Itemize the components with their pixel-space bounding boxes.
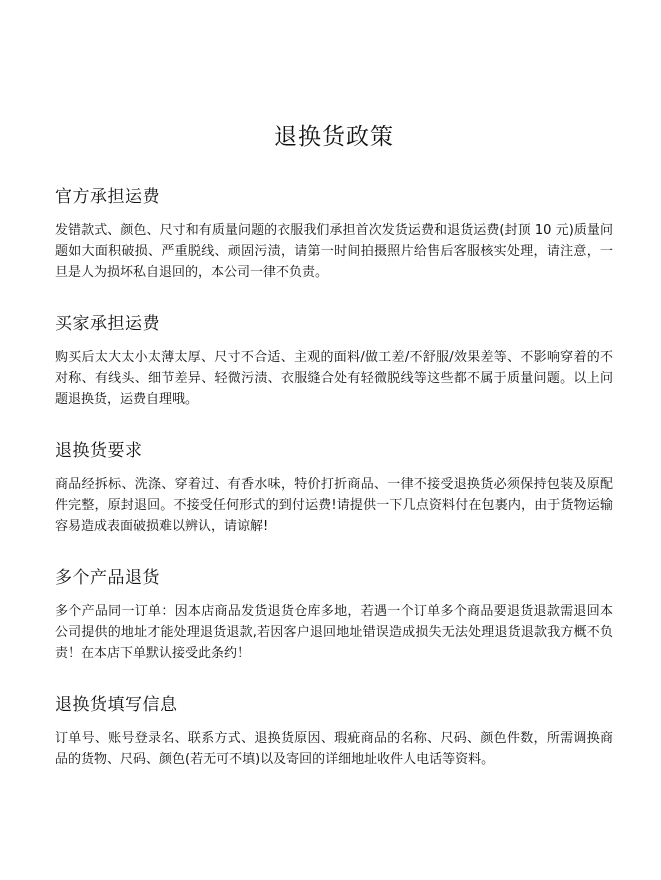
section-heading: 退换货填写信息 bbox=[55, 695, 178, 715]
section-heading: 退换货要求 bbox=[55, 441, 143, 461]
policy-sections bbox=[55, 185, 613, 770]
section-body: 发错款式、颜色、尺寸和有质量问题的衣服我们承担首次发货运费和退货运费(封顶 10 元)质量问题如大面积破损、严重脱线、顽固污渍，请第一时间拍摄照片给售后客服核实处理，请注意，一旦是人为损坏私自退回的，本公司一律不负责。 bbox=[55, 223, 613, 280]
section-body: 订单号、账号登录名、联系方式、退换货原因、瑕疵商品的名称、尺码、颜色件数，所需调换商品的货物、尺码、颜色(若无可不填)以及寄回的详细地址收件人电话等资料。 bbox=[55, 731, 613, 767]
section-body: 多个产品同一订单：因本店商品发货退货仓库多地，若遇一个订单多个商品要退货退款需退回本公司提供的地址才能处理退货退款,若因客户退回地址错误造成损失无法处理退货退款我方概不负责！在本店下单默认接受此条约！ bbox=[55, 604, 613, 661]
section-buyer-shipping bbox=[55, 312, 613, 410]
section-body: 购买后太大太小太薄太厚、尺寸不合适、主观的面料/做工差/不舒服/效果差等、不影响穿着的不对称、有线头、细节差异、轻微污渍、衣服缝合处有轻微脱线等这些都不属于质量问题。以上问题退换货，运费自理哦。 bbox=[55, 350, 613, 407]
section-return-info bbox=[55, 693, 613, 770]
section-heading: 官方承担运费 bbox=[55, 187, 160, 207]
section-body: 商品经拆标、洗涤、穿着过、有香水味，特价打折商品、一律不接受退换货必须保持包装及原配件完整，原封退回。不接受任何形式的到付运费!请提供一下几点资料付在包裹内，由于货物运输容易造成表面破损难以辨认，请谅解! bbox=[55, 477, 613, 534]
document-title: 退换货政策 bbox=[274, 124, 394, 150]
section-heading: 多个产品退货 bbox=[55, 568, 160, 588]
section-heading: 买家承担运费 bbox=[55, 314, 160, 334]
section-multiple-products bbox=[55, 566, 613, 664]
section-return-requirements bbox=[55, 439, 613, 537]
section-official-shipping bbox=[55, 185, 613, 283]
